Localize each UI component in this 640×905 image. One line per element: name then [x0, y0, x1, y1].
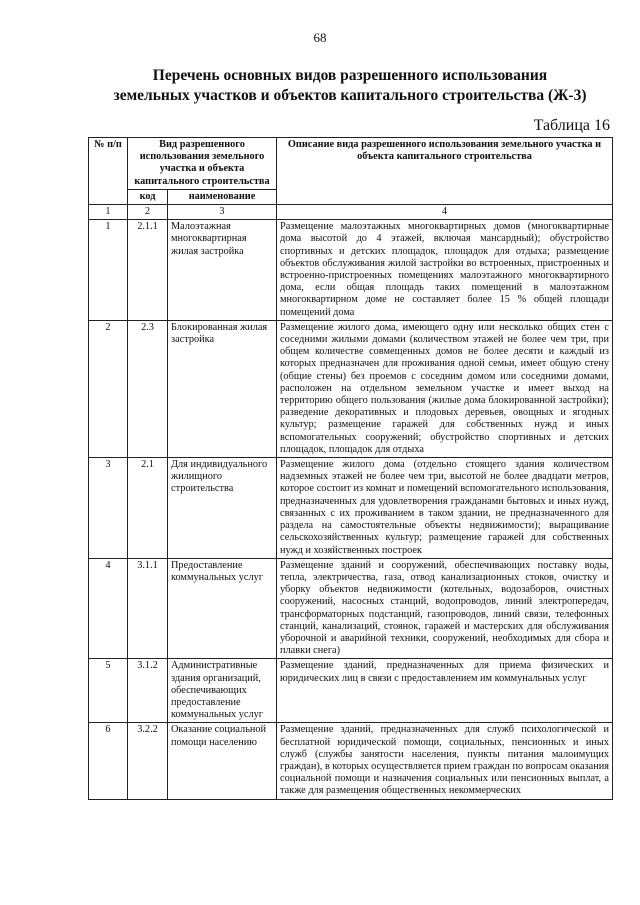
row-code: 2.1: [128, 458, 168, 559]
row-name: Предоставление коммунальных услуг: [168, 558, 277, 659]
title-line-1: Перечень основных видов разрешенного использования: [152, 67, 548, 84]
row-name: Административные здания организаций, обеспечивающих предоставление коммунальных услуг: [168, 659, 277, 723]
table-row: [89, 659, 613, 723]
page-number: 68: [313, 30, 327, 45]
row-name: Для индивидуального жилищного строительства: [168, 458, 277, 559]
row-description: Размещение жилого дома, имеющего одну или несколько общих стен с соседними жилыми домами (количеством этажей не более чем три, при общем количестве совмещенных домов не более десяти и каждый из которых предназначен для проживания одной семьи, имеет общую стену (общие стены) без проемов с соседним домом или соседними домами, расположен на отдельном земельном участке и имеет выход на территорию общего пользования (жилые дома блокированной застройки); разведение декоративных и плодовых деревьев, овощных и ягодных культур; размещение гаражей для собственных нужд и иных вспомогательных сооружений; обустройство спортивных и детских площадок, площадок для отдыха: [277, 320, 613, 457]
row-description: Размещение зданий, предназначенных для приема физических и юридических лиц в связи с предоставлением им коммунальных услуг: [277, 659, 613, 723]
document-title: [60, 66, 640, 106]
table-row: [89, 723, 613, 799]
land-use-table: [88, 137, 613, 800]
row-code: 2.1.1: [128, 220, 168, 321]
row-number: 3: [89, 458, 128, 559]
row-description: Размещение зданий и сооружений, обеспечивающих поставку воды, тепла, электричества, газа, отвод канализационных стоков, очистку и уборку объектов недвижимости (котельных, водозаборов, очистных сооружений, насосных станций, водопроводов, линий электропередач, трансформаторных подстанций, газопроводов, линий связи, телефонных станций, канализаций, стоянок, гаражей и мастерских для обслуживания уборочной и аварийной техники, сооружений, необходимых для сбора и плавки снега): [277, 558, 613, 659]
header-desc: Описание вида разрешенного использования земельного участка и объекта капитального строительства: [277, 138, 613, 205]
header-row-1: [89, 138, 613, 190]
table-caption: Таблица 16: [533, 117, 610, 134]
row-code: 2.3: [128, 320, 168, 457]
column-number-2: 2: [128, 205, 168, 220]
column-number-4: 4: [277, 205, 613, 220]
row-number: 2: [89, 320, 128, 457]
table-row: [89, 558, 613, 659]
row-code: 3.1.2: [128, 659, 168, 723]
header-kind: Вид разрешенного использования земельного участка и объекта капитального строительства: [128, 138, 277, 190]
table-row: [89, 320, 613, 457]
row-number: 5: [89, 659, 128, 723]
column-number-1: 1: [89, 205, 128, 220]
row-number: 6: [89, 723, 128, 799]
header-name: наименование: [168, 189, 277, 204]
row-number: 4: [89, 558, 128, 659]
header-code: код: [128, 189, 168, 204]
row-code: 3.1.1: [128, 558, 168, 659]
column-number-3: 3: [168, 205, 277, 220]
table-row: [89, 458, 613, 559]
row-name: Блокированная жилая застройка: [168, 320, 277, 457]
table-row: [89, 220, 613, 321]
row-description: Размещение жилого дома (отдельно стоящего здания количеством надземных этажей не более чем три, высотой не более двадцати метров, которое состоит из комнат и помещений вспомогательного использования, предназначенных для удовлетворения гражданами бытовых и иных нужд, связанных с их проживанием в таком здании, не предназначенного для раздела на самостоятельные объекты недвижимости); выращивание сельскохозяйственных культур; размещение гаражей для собственных нужд и хозяйственных построек: [277, 458, 613, 559]
row-code: 3.2.2: [128, 723, 168, 799]
header-num: № п/п: [89, 138, 128, 205]
column-number-row: [89, 205, 613, 220]
row-name: Оказание социальной помощи населению: [168, 723, 277, 799]
row-name: Малоэтажная многоквартирная жилая застройка: [168, 220, 277, 321]
title-line-2: земельных участков и объектов капитального строительства (Ж-3): [113, 87, 587, 104]
row-number: 1: [89, 220, 128, 321]
row-description: Размещение малоэтажных многоквартирных домов (многоквартирные дома высотой до 4 этажей, включая мансардный); обустройство спортивных и детских площадок, площадок для отдыха; размещение объектов обслуживания жилой застройки во встроенных, пристроенных и встроенно-пристроенных помещениях малоэтажного многоквартирного дома, если общая площадь таких помещений в малоэтажном многоквартирном доме не составляет более 15 % общей площади помещений дома: [277, 220, 613, 321]
row-description: Размещение зданий, предназначенных для служб психологической и бесплатной юридической помощи, социальных, пенсионных и иных служб (службы занятости населения, пункты питания малоимущих граждан), в которых осуществляется прием граждан по вопросам оказания социальной помощи и назначения социальных или пенсионных выплат, а также для размещения общественных некоммерческих: [277, 723, 613, 799]
